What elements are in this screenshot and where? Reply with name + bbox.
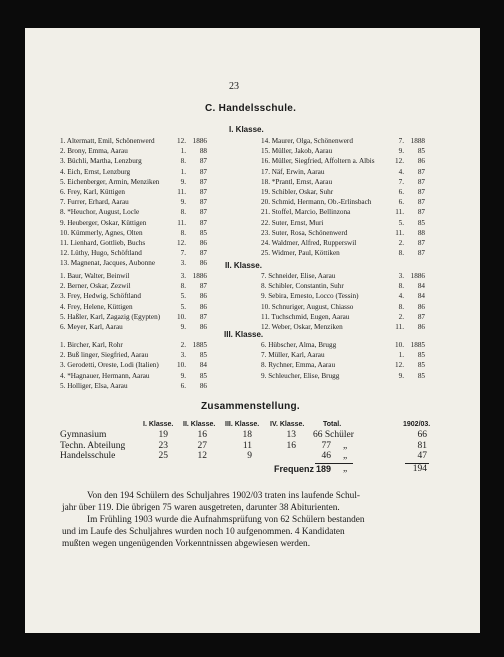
summary-header-class-1: I. Klasse. — [143, 421, 174, 428]
summary-cell: 19 — [158, 430, 168, 440]
birth-month: 8. — [180, 282, 186, 291]
student-name: 18. *Prantl, Ernst, Aarau — [261, 177, 333, 186]
student-name: 15. Müller, Jakob, Aarau — [261, 147, 333, 156]
summary-cell-total: 46 — [321, 451, 331, 461]
birth-month: 8. — [398, 282, 404, 291]
birth-year: 87 — [199, 198, 207, 207]
birth-year: 1886 — [192, 272, 207, 280]
birth-month: 8. — [180, 157, 186, 166]
student-row — [60, 281, 207, 291]
student-name: 9. Heuberger, Oskar, Küttigen — [60, 218, 147, 227]
birth-month: 9. — [398, 371, 404, 380]
student-row — [60, 271, 207, 281]
summary-cell-prev: 47 — [417, 451, 427, 461]
birth-year: 87 — [199, 282, 207, 291]
student-row — [60, 197, 207, 207]
student-name: 6. Frey, Karl, Küttigen — [60, 188, 126, 196]
student-name: 11. Lienhard, Gottlieb, Buchs — [60, 239, 146, 247]
student-name: 2. Berner, Oskar, Zezwil — [60, 282, 131, 291]
student-row — [261, 218, 425, 228]
birth-year: 87 — [199, 312, 207, 321]
student-row — [60, 291, 207, 301]
student-row — [261, 281, 425, 291]
birth-year: 1886 — [410, 272, 425, 280]
student-name: 10. Kümmerly, Agnes, Olten — [60, 228, 143, 237]
birth-month: 1. — [398, 351, 404, 360]
birth-year: 85 — [417, 218, 425, 227]
student-name: 20. Schmid, Hermann, Ob.-Erlinsbach — [261, 198, 372, 207]
birth-year: 85 — [199, 371, 207, 380]
student-row — [261, 350, 425, 360]
birth-month: 6. — [398, 188, 404, 196]
student-name: 7. Furrer, Erhard, Aarau — [60, 198, 129, 207]
birth-year: 87 — [199, 249, 207, 258]
section-title: C. Handelsschule. — [205, 103, 297, 114]
birth-month: 2. — [398, 239, 404, 247]
birth-month: 11. — [177, 218, 186, 227]
birth-month: 3. — [180, 259, 186, 268]
summary-cell-prev: 81 — [417, 441, 427, 451]
summary-title: Zusammenstellung. — [201, 401, 301, 412]
student-row — [60, 146, 207, 156]
student-row — [60, 167, 207, 177]
student-row — [60, 371, 207, 381]
student-row — [261, 177, 425, 187]
birth-year: 87 — [417, 188, 425, 196]
birth-month: 11. — [395, 228, 404, 237]
student-row — [60, 177, 207, 187]
birth-year: 1886 — [192, 137, 207, 145]
student-name: 6. Hübscher, Alma, Brugg — [261, 341, 337, 349]
birth-year: 86 — [417, 323, 425, 331]
birth-year: 88 — [199, 147, 207, 156]
summary-cell: 16 — [286, 441, 296, 451]
student-row — [60, 136, 207, 146]
student-row — [60, 302, 207, 312]
student-name: 3. Büchli, Martha, Lenzburg — [60, 157, 142, 166]
student-name: 9. Sebira, Ernesto, Locco (Tessin) — [261, 292, 359, 301]
student-row — [261, 271, 425, 281]
summary-cell: 16 — [197, 430, 207, 440]
student-row — [60, 238, 207, 248]
birth-year: 87 — [199, 157, 207, 166]
student-name: 4. Frey, Helene, Küttigen — [60, 302, 133, 311]
summary-cell: 23 — [158, 441, 168, 451]
student-name: 6. Meyer, Karl, Aarau — [60, 323, 123, 331]
frequenz-total: 189 — [315, 464, 331, 474]
birth-month: 8. — [398, 302, 404, 311]
student-row — [261, 302, 425, 312]
student-name: 1. Altermatt, Emil, Schönenwerd — [60, 137, 155, 145]
student-row — [261, 156, 425, 166]
student-row — [60, 340, 207, 350]
birth-year: 87 — [417, 239, 425, 247]
birth-year: 87 — [199, 208, 207, 217]
student-row — [60, 312, 207, 322]
student-name: 2. Buß linger, Siegfried, Aarau — [60, 351, 149, 360]
student-name: 3. Gerodetti, Oreste, Lodi (Italien) — [60, 361, 159, 370]
student-row — [60, 228, 207, 238]
birth-month: 1. — [180, 167, 186, 176]
birth-month: 8. — [180, 208, 186, 217]
birth-month: 12. — [395, 157, 404, 166]
student-row — [261, 167, 425, 177]
birth-month: 2. — [180, 341, 186, 349]
student-row — [261, 291, 425, 301]
summary-cell: 11 — [242, 441, 252, 451]
student-name: 7. Müller, Karl, Aarau — [261, 351, 325, 360]
birth-year: 86 — [417, 302, 425, 311]
birth-year: 87 — [417, 177, 425, 186]
summary-cell-prev: 66 — [417, 430, 427, 440]
student-row — [261, 238, 425, 248]
student-name: 24. Waldmer, Alfred, Rupperswil — [261, 239, 357, 247]
birth-month: 8. — [180, 228, 186, 237]
student-row — [261, 371, 425, 381]
student-row — [60, 258, 207, 268]
birth-month: 11. — [395, 208, 404, 217]
birth-year: 84 — [417, 282, 425, 291]
birth-year: 84 — [199, 361, 207, 370]
birth-month: 3. — [398, 272, 404, 280]
birth-year: 85 — [199, 351, 207, 360]
student-row — [261, 340, 425, 350]
student-row — [261, 312, 425, 322]
birth-month: 5. — [180, 292, 186, 301]
birth-month: 5. — [180, 302, 186, 311]
birth-month: 10. — [177, 361, 186, 370]
student-name: 12. Weber, Oskar, Menziken — [261, 323, 343, 331]
birth-year: 86 — [199, 259, 207, 268]
student-name: 8. Schibler, Constantin, Suhr — [261, 282, 344, 291]
birth-year: 87 — [417, 167, 425, 176]
student-row — [261, 197, 425, 207]
birth-year: 85 — [417, 361, 425, 370]
birth-year: 1885 — [192, 341, 207, 349]
student-name: 22. Suter, Ernst, Muri — [261, 218, 324, 227]
student-name: 13. Magnenat, Jacques, Aubonne — [60, 259, 156, 268]
birth-year: 87 — [417, 208, 425, 217]
student-name: 5. Eichenberger, Armin, Menziken — [60, 177, 160, 186]
birth-year: 87 — [199, 188, 207, 196]
summary-ditto-mark: „ — [343, 441, 348, 451]
student-row — [261, 187, 425, 197]
birth-month: 11. — [177, 188, 186, 196]
summary-cell: 18 — [242, 430, 252, 440]
birth-month: 3. — [180, 351, 186, 360]
birth-month: 10. — [177, 312, 186, 321]
summary-cell: 12 — [197, 451, 207, 461]
summary-ditto-mark: „ — [343, 451, 348, 461]
birth-month: 3. — [180, 272, 186, 280]
birth-year: 85 — [199, 228, 207, 237]
summary-header-total: Total. — [323, 421, 342, 428]
student-name: 17. Näf, Erwin, Aarau — [261, 167, 325, 176]
student-row — [60, 350, 207, 360]
student-row — [261, 228, 425, 238]
frequenz-prev: 194 — [412, 464, 427, 474]
birth-month: 9. — [180, 177, 186, 186]
student-row — [60, 322, 207, 332]
student-name: 12. Lüthy, Hugo, Schöftland — [60, 249, 142, 258]
student-name: 21. Stoffel, Marcio, Bellinzona — [261, 208, 351, 217]
student-name: 2. Brony, Emma, Aarau — [60, 147, 128, 156]
birth-month: 4. — [398, 292, 404, 301]
summary-row-label: Gymnasium — [60, 430, 107, 440]
birth-year: 87 — [417, 249, 425, 258]
summary-header-class-4: IV. Klasse. — [270, 421, 305, 428]
birth-year: 86 — [199, 381, 207, 390]
student-row — [261, 322, 425, 332]
summary-cell: 13 — [286, 430, 296, 440]
class-title-2: II. Klasse. — [225, 261, 262, 270]
student-name: 23. Suter, Rosa, Schönenwerd — [261, 228, 348, 237]
birth-year: 87 — [199, 177, 207, 186]
student-name: 10. Schnuriger, August, Chiasso — [261, 302, 354, 311]
birth-month: 11. — [395, 323, 404, 331]
birth-month: 6. — [180, 381, 186, 390]
birth-year: 87 — [199, 167, 207, 176]
birth-month: 4. — [398, 167, 404, 176]
summary-row-label: Techn. Abteilung — [60, 441, 126, 451]
birth-month: 5. — [398, 218, 404, 227]
summary-cell-total: 66 Schüler — [313, 430, 354, 440]
birth-month: 7. — [398, 177, 404, 186]
birth-year: 84 — [417, 292, 425, 301]
student-name: 19. Schibler, Oskar, Suhr — [261, 188, 334, 196]
student-name: 3. Frey, Hedwig, Schöftland — [60, 292, 141, 301]
frequenz-ditto-mark: „ — [343, 464, 348, 474]
student-name: 16. Müller, Siegfried, Affoltern a. Albis — [261, 157, 375, 166]
birth-year: 87 — [417, 312, 425, 321]
student-name: 25. Widmer, Paul, Köttiken — [261, 249, 340, 258]
birth-year: 87 — [417, 198, 425, 207]
birth-month: 1. — [180, 147, 186, 156]
student-row — [60, 360, 207, 370]
student-name: 8. Rychner, Emma, Aarau — [261, 361, 336, 370]
birth-month: 7. — [398, 137, 404, 145]
birth-year: 85 — [417, 371, 425, 380]
student-name: 1. Baur, Walter, Beinwil — [60, 272, 130, 280]
frequenz-label: Frequenz — [274, 464, 315, 474]
student-name: 14. Maurer, Olga, Schönenwerd — [261, 137, 353, 145]
summary-header-class-2: II. Klasse. — [183, 421, 216, 428]
birth-year: 1888 — [410, 137, 425, 145]
paragraph-line: Von den 194 Schülern des Schuljahres 1902/03 traten ins laufende Schul- — [87, 491, 361, 501]
summary-cell: 27 — [197, 441, 207, 451]
birth-month: 8. — [398, 249, 404, 258]
birth-year: 86 — [199, 323, 207, 331]
birth-month: 9. — [398, 147, 404, 156]
student-row — [60, 381, 207, 391]
birth-month: 12. — [395, 361, 404, 370]
student-name: 11. Tuchschmid, Eugen, Aarau — [261, 312, 350, 321]
birth-month: 6. — [398, 198, 404, 207]
birth-month: 9. — [180, 198, 186, 207]
student-name: 5. Holliger, Elsa, Aarau — [60, 381, 128, 390]
birth-year: 1885 — [410, 341, 425, 349]
student-row — [60, 156, 207, 166]
birth-month: 9. — [180, 371, 186, 380]
student-row — [261, 136, 425, 146]
summary-header-class-3: III. Klasse. — [225, 421, 260, 428]
birth-month: 9. — [180, 323, 186, 331]
summary-cell: 25 — [158, 451, 168, 461]
student-row — [261, 146, 425, 156]
student-name: 5. Haßler, Karl, Zagazig (Egypten) — [60, 312, 161, 321]
birth-month: 10. — [395, 341, 404, 349]
paragraph-line: und im Laufe des Schuljahres wurden noch 10 aufgenommen. 4 Kandidaten — [62, 527, 345, 537]
student-name: 8. *Heuchor, August, Locle — [60, 208, 140, 217]
student-row — [60, 207, 207, 217]
student-row — [60, 248, 207, 258]
birth-year: 85 — [417, 351, 425, 360]
class-title-1: I. Klasse. — [229, 125, 264, 134]
birth-year: 85 — [417, 147, 425, 156]
birth-year: 86 — [199, 302, 207, 311]
page-number: 23 — [229, 81, 239, 92]
paragraph-line: jahr über 119. Die übrigen 75 waren ausgetreten, darunter 38 Abiturienten. — [62, 503, 340, 513]
student-row — [261, 207, 425, 217]
student-row — [261, 248, 425, 258]
birth-year: 86 — [417, 157, 425, 166]
birth-month: 7. — [180, 249, 186, 258]
birth-year: 86 — [199, 239, 207, 247]
birth-month: 2. — [398, 312, 404, 321]
birth-year: 87 — [199, 218, 207, 227]
paragraph-line: Im Frühling 1903 wurde die Aufnahmsprüfung von 62 Schülern bestanden — [87, 515, 365, 525]
document-page — [25, 28, 480, 633]
student-name: 4. *Hagnauer, Hermann, Aarau — [60, 371, 150, 380]
summary-row-label: Handelsschule — [60, 451, 116, 461]
student-name: 9. Schleucher, Elise, Brugg — [261, 371, 340, 380]
student-row — [261, 360, 425, 370]
student-name: 7. Schneider, Elise, Aarau — [261, 272, 336, 280]
summary-cell-total: 77 — [321, 441, 331, 451]
birth-month: 12. — [177, 239, 186, 247]
birth-year: 86 — [199, 292, 207, 301]
student-row — [60, 218, 207, 228]
student-row — [60, 187, 207, 197]
birth-year: 88 — [417, 228, 425, 237]
paragraph-line: mußten wegen ungenügenden Vorkenntnissen abgewiesen werden. — [62, 539, 311, 549]
summary-header-prev-year: 1902/03. — [403, 421, 431, 428]
summary-cell: 9 — [247, 451, 252, 461]
birth-month: 12. — [177, 137, 186, 145]
student-name: 1. Bircher, Karl, Rohr — [60, 341, 123, 349]
student-name: 4. Eich, Ernst, Lenzburg — [60, 167, 131, 176]
class-title-3: III. Klasse. — [224, 330, 264, 339]
